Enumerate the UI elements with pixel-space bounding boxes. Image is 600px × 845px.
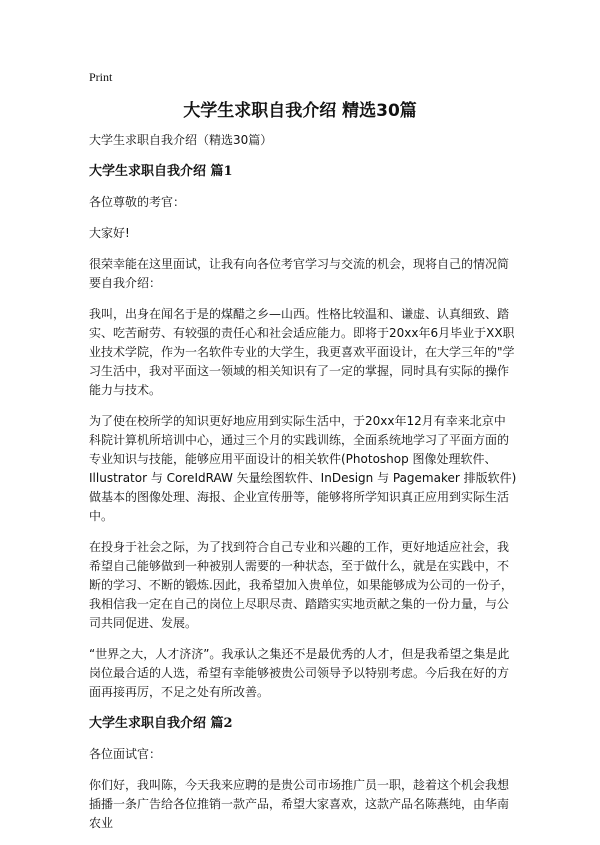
paragraph: 很荣幸能在这里面试，让我有向各位考官学习与交流的机会，现将自己的情况简要自我介绍： [89, 257, 510, 290]
paragraph: 各位面试官： [89, 747, 162, 761]
section-heading-2: 大学生求职自我介绍 篇2 [89, 716, 233, 731]
paragraph: 各位尊敬的考官： [89, 195, 186, 209]
print-label: Print [89, 70, 113, 84]
paragraph: 你们好，我叫陈，今天我来应聘的是贵公司市场推广员一职，趁着这个机会我想插播一条广告给各位推销一款产品，希望大家喜欢，这款产品名陈燕纯，由华南农业 [89, 778, 510, 830]
paragraph: 大家好! [89, 226, 130, 240]
paragraph: 我叫，出身在闻名于是的煤醋之乡—山西。性格比较温和、谦虚、认真细致、踏实、吃苦耐劳、有较强的责任心和社会适应能力。即将于20xx年6月毕业于XX职业技术学院，作为一名软件专业的大学生，我更喜欢平面设计，在大学三年的"学习生活中，我对平面这一领域的相关知识有了一定的掌握，同时具有实际的操作能力与技术。 [89, 307, 515, 397]
paragraph: “世界之大，人才济济”。我承认之集还不是最优秀的人才，但是我希望之集是此岗位最合适的人选，希望有幸能够被贵公司领导予以特别考虑。今后我在好的方面再接再厉，不足之处有所改善。 [89, 647, 510, 699]
document-body [89, 131, 517, 845]
section-heading-1: 大学生求职自我介绍 篇1 [89, 164, 233, 179]
document-title: 大学生求职自我介绍 精选30篇 [183, 101, 417, 121]
document-subtitle: 大学生求职自我介绍（精选30篇） [89, 133, 273, 147]
paragraph: 在投身于社会之际，为了找到符合自己专业和兴趣的工作，更好地适应社会，我希望自己能够做到一种被别人需要的一种状态，至于做什么，就是在实践中，不断的学习、不断的锻炼.因此，我希望加入贵单位，如果能够成为公司的一份子，我相信我一定在自己的岗位上尽职尽责、踏踏实实地贡献之集的一份力量，与公司共同促进、发展。 [89, 540, 513, 630]
paragraph: 为了使在校所学的知识更好地应用到实际生活中，于20xx年12月有幸来北京中科院计算机所培训中心，通过三个月的实践训练，全面系统地学习了平面方面的专业知识与技能，能够应用平面设计的相关软件(Photoshop 图像处理软件、Illustrator 与 CoreIdRAW 矢量绘图软件、InDesign 与 Pagemaker 排版软件)做基本的图像处理、海报、企业宣传册等，能够将所学知识真正应用到实际生活中。 [89, 414, 517, 523]
